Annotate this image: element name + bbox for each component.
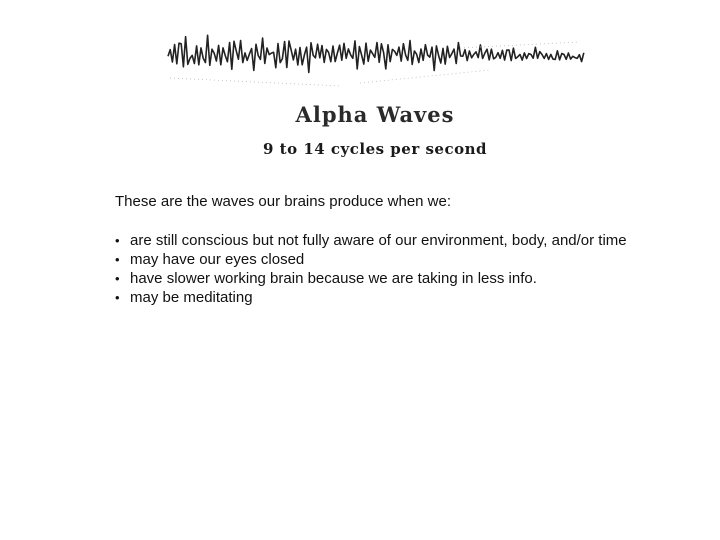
bullet-item	[115, 269, 675, 288]
bullet-item	[115, 231, 675, 250]
figure-subtitle: 9 to 14 cycles per second	[263, 140, 487, 158]
bullet-text: are still conscious but not fully aware of our environment, body, and/or time	[130, 232, 627, 249]
eeg-trace	[168, 35, 584, 72]
figure-title: Alpha Waves	[295, 102, 455, 127]
bullet-dot-icon: •	[115, 290, 120, 305]
text-body	[115, 192, 675, 307]
bullet-item	[115, 288, 675, 307]
bullet-text: may have our eyes closed	[130, 251, 305, 268]
bullet-item	[115, 250, 675, 269]
eeg-waveform	[160, 28, 590, 88]
bullet-list	[115, 231, 675, 307]
bullet-dot-icon: •	[115, 233, 120, 248]
bullet-dot-icon: •	[115, 252, 120, 267]
intro-text: These are the waves our brains produce when we:	[115, 193, 452, 210]
bullet-text: have slower working brain because we are taking in less info.	[130, 270, 537, 287]
bullet-dot-icon: •	[115, 271, 120, 286]
bullet-text: may be meditating	[130, 289, 253, 306]
alpha-wave-figure	[160, 28, 590, 168]
